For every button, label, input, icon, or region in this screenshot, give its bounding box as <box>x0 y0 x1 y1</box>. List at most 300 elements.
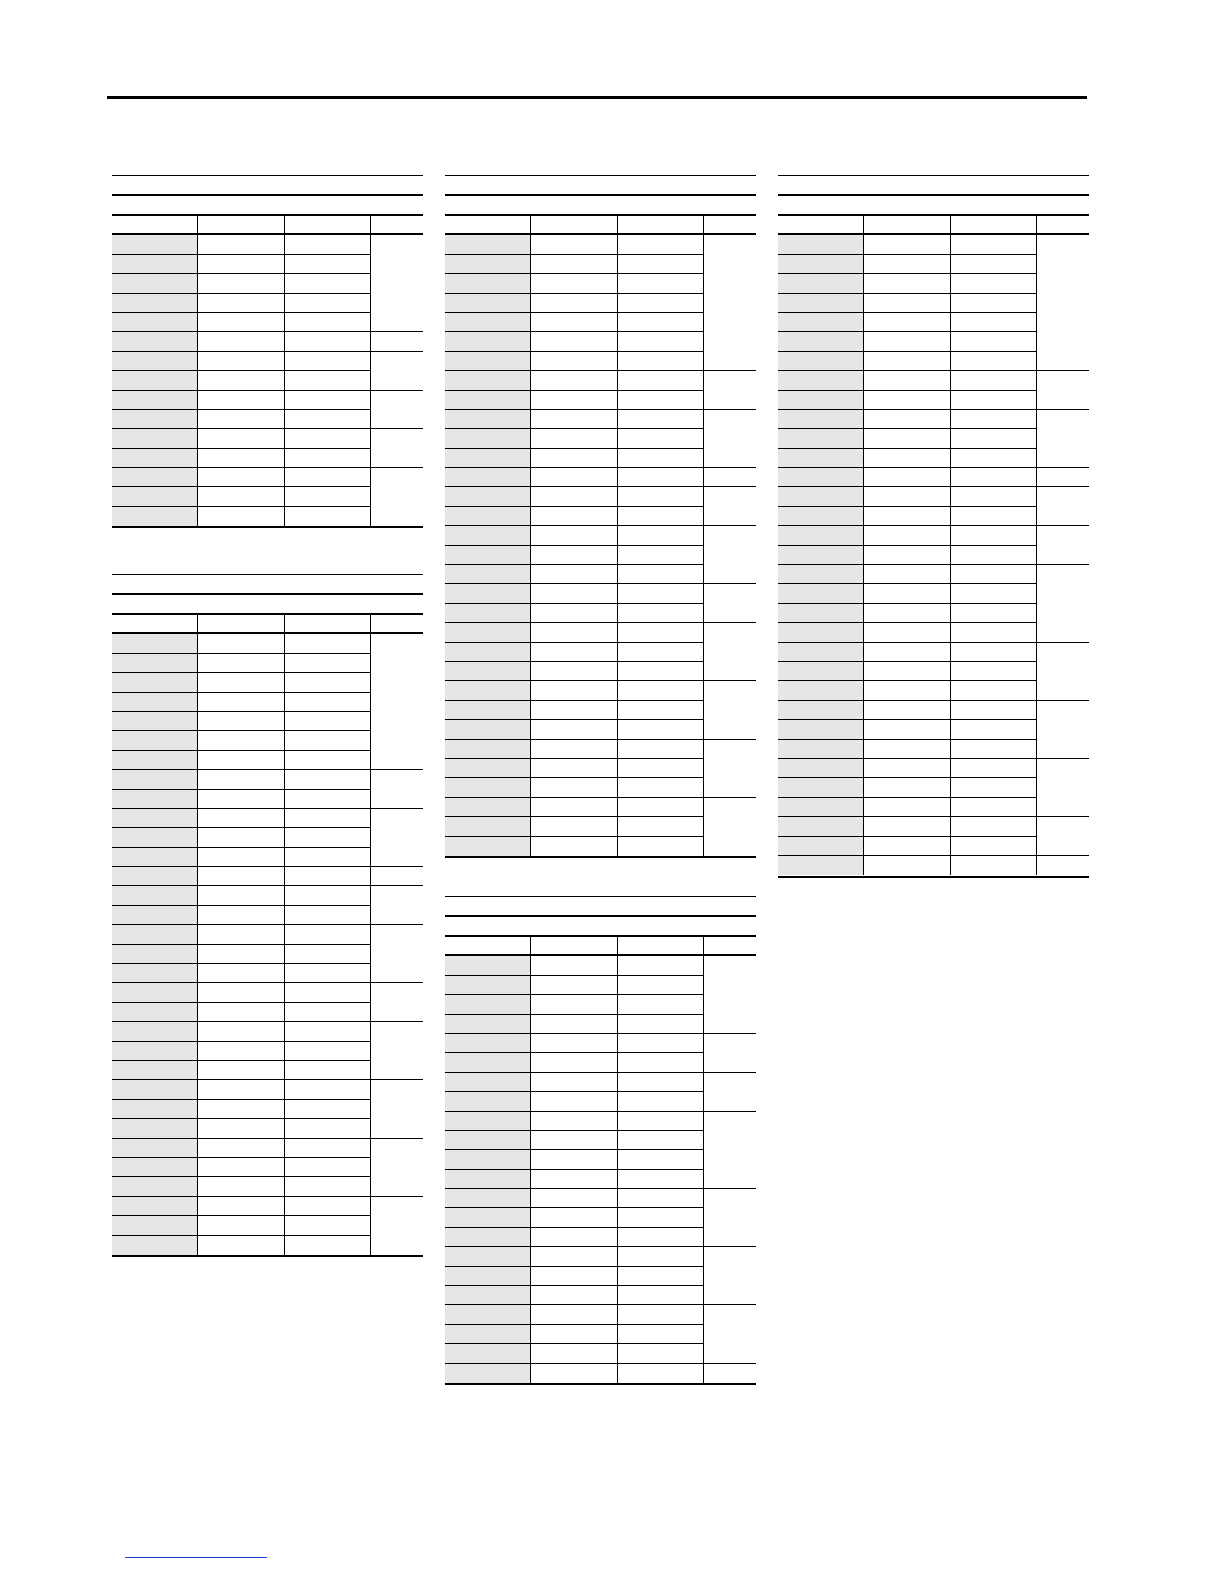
table-cell <box>618 623 704 642</box>
table-cell <box>285 1042 371 1061</box>
group-cell <box>1037 565 1089 643</box>
row-label-cell <box>445 604 531 623</box>
table-cell <box>531 1247 618 1266</box>
row-label-cell <box>445 255 531 274</box>
table-cell <box>618 643 704 662</box>
table-cell <box>198 945 285 964</box>
table-cell <box>618 429 704 448</box>
row-label-cell <box>112 654 198 673</box>
table-cell <box>531 371 618 390</box>
table-cell <box>618 1015 704 1034</box>
row-label-cell <box>778 798 864 817</box>
table-cell <box>198 1177 285 1196</box>
table-cell <box>618 1034 704 1053</box>
table-cell <box>531 274 618 293</box>
table-cell <box>618 1247 704 1266</box>
table-cell <box>531 662 618 681</box>
row-label-cell <box>445 740 531 759</box>
group-cell <box>704 956 756 1034</box>
table-cell <box>618 1364 704 1383</box>
row-label-cell <box>445 1015 531 1034</box>
row-label-cell <box>112 1177 198 1196</box>
table-cell <box>531 255 618 274</box>
row-label-cell <box>445 817 531 836</box>
table-cell <box>951 584 1037 603</box>
row-label-cell <box>445 526 531 545</box>
group-cell <box>1037 410 1089 468</box>
row-label-cell <box>112 507 198 526</box>
table-cell <box>864 468 951 487</box>
row-label-cell <box>445 487 531 506</box>
table-cell <box>618 565 704 584</box>
row-label-cell <box>778 429 864 448</box>
group-cell <box>704 681 756 739</box>
table-cell <box>864 294 951 313</box>
table-cell <box>198 634 285 653</box>
row-label-cell <box>112 274 198 293</box>
row-label-cell <box>112 886 198 905</box>
table-cell <box>618 1208 704 1227</box>
table-cell <box>618 371 704 390</box>
row-label-cell <box>778 740 864 759</box>
row-label-cell <box>778 681 864 700</box>
row-label-cell <box>778 837 864 856</box>
group-cell <box>371 332 423 351</box>
table-cell <box>951 720 1037 739</box>
table-cell <box>618 391 704 410</box>
table-cell <box>285 634 371 653</box>
table-cell <box>618 740 704 759</box>
table-cell <box>198 255 285 274</box>
table-cell <box>285 1003 371 1022</box>
row-label-cell <box>112 429 198 448</box>
row-label-cell <box>778 468 864 487</box>
table-cell <box>285 886 371 905</box>
table-cell <box>618 352 704 371</box>
table-cell <box>618 449 704 468</box>
table-cell <box>951 565 1037 584</box>
row-label-cell <box>112 945 198 964</box>
table-cell <box>198 352 285 371</box>
table-cell <box>531 623 618 642</box>
table-cell <box>531 487 618 506</box>
group-cell <box>704 526 756 584</box>
table-cell <box>618 255 704 274</box>
table-cell <box>531 1344 618 1363</box>
table-cell <box>618 1189 704 1208</box>
header-cell <box>531 216 618 235</box>
row-label-cell <box>112 1236 198 1255</box>
table-cell <box>951 701 1037 720</box>
row-label-cell <box>445 1247 531 1266</box>
table-cell <box>285 391 371 410</box>
table-cell <box>618 1131 704 1150</box>
header-cell <box>951 216 1037 235</box>
table-cell <box>531 1150 618 1169</box>
table-cell <box>618 1150 704 1169</box>
header-cell <box>531 937 618 956</box>
row-label-cell <box>112 371 198 390</box>
table-cell <box>198 925 285 944</box>
table-cell <box>285 332 371 351</box>
group-cell <box>1037 526 1089 565</box>
table-cell <box>531 798 618 817</box>
row-label-cell <box>445 1131 531 1150</box>
table-cell <box>198 274 285 293</box>
table-cell <box>198 712 285 731</box>
table-cell <box>618 1228 704 1247</box>
row-label-cell <box>112 751 198 770</box>
row-label-cell <box>445 1344 531 1363</box>
table-cell <box>198 770 285 789</box>
table-cell <box>198 906 285 925</box>
table-cell <box>285 925 371 944</box>
row-label-cell <box>778 391 864 410</box>
table-grid <box>112 214 423 528</box>
row-label-cell <box>778 546 864 565</box>
table-cell <box>618 235 704 254</box>
table-cell <box>285 274 371 293</box>
row-label-cell <box>445 1286 531 1305</box>
table-cell <box>285 693 371 712</box>
table-cell <box>864 487 951 506</box>
row-label-cell <box>445 720 531 739</box>
table-cell <box>864 332 951 351</box>
table-cell <box>198 867 285 886</box>
table-cell <box>618 701 704 720</box>
row-label-cell <box>445 643 531 662</box>
table-cell <box>531 1305 618 1324</box>
table-cell <box>198 731 285 750</box>
table-cell <box>864 837 951 856</box>
table-cell <box>285 964 371 983</box>
group-cell <box>1037 371 1089 410</box>
row-label-cell <box>112 1119 198 1138</box>
row-label-cell <box>445 1170 531 1189</box>
table-cell <box>531 410 618 429</box>
table-cell <box>285 1158 371 1177</box>
table-cell <box>618 313 704 332</box>
table-cell <box>951 487 1037 506</box>
row-label-cell <box>112 1042 198 1061</box>
table-cell <box>198 507 285 526</box>
group-cell <box>704 1305 756 1363</box>
row-label-cell <box>445 352 531 371</box>
table-cell <box>951 255 1037 274</box>
table-cell <box>531 778 618 797</box>
row-label-cell <box>445 1267 531 1286</box>
header-rule <box>107 96 1087 99</box>
row-label-cell <box>445 1053 531 1072</box>
table-title-rule <box>445 175 756 176</box>
row-label-cell <box>112 731 198 750</box>
table-cell <box>951 623 1037 642</box>
group-cell <box>704 1073 756 1112</box>
row-label-cell <box>445 1150 531 1169</box>
table-cell <box>198 1022 285 1041</box>
header-cell <box>371 216 423 235</box>
row-label-cell <box>445 1092 531 1111</box>
group-cell <box>371 235 423 332</box>
group-cell <box>371 770 423 809</box>
table-cell <box>951 371 1037 390</box>
group-cell <box>704 584 756 623</box>
row-label-cell <box>778 332 864 351</box>
group-cell <box>1037 468 1089 487</box>
table-caption-rule <box>112 593 423 595</box>
table-cell <box>198 449 285 468</box>
table-cell <box>531 565 618 584</box>
row-label-cell <box>112 925 198 944</box>
row-label-cell <box>112 449 198 468</box>
table-cell <box>951 391 1037 410</box>
row-label-cell <box>112 235 198 254</box>
table-cell <box>618 1325 704 1344</box>
table-title-rule <box>112 574 423 575</box>
row-label-cell <box>112 1061 198 1080</box>
table-cell <box>618 837 704 856</box>
row-label-cell <box>445 565 531 584</box>
row-label-cell <box>778 371 864 390</box>
table-cell <box>285 712 371 731</box>
row-label-cell <box>445 778 531 797</box>
table-cell <box>951 468 1037 487</box>
table-cell <box>285 770 371 789</box>
table-cell <box>531 507 618 526</box>
header-cell <box>704 937 756 956</box>
group-cell <box>1037 759 1089 817</box>
row-label-cell <box>445 313 531 332</box>
row-label-cell <box>112 487 198 506</box>
table-cell <box>618 1267 704 1286</box>
table-cell <box>198 964 285 983</box>
table-cell <box>198 983 285 1002</box>
table-cell <box>864 740 951 759</box>
table-cell <box>285 809 371 828</box>
header-cell <box>112 615 198 634</box>
table-cell <box>285 429 371 448</box>
table-cell <box>285 654 371 673</box>
header-cell <box>445 216 531 235</box>
row-label-cell <box>112 673 198 692</box>
group-cell <box>371 983 423 1022</box>
table-cell <box>864 255 951 274</box>
row-label-cell <box>778 701 864 720</box>
table-cell <box>864 584 951 603</box>
group-cell <box>371 1080 423 1138</box>
table-cell <box>951 837 1037 856</box>
row-label-cell <box>778 352 864 371</box>
table-cell <box>198 410 285 429</box>
group-cell <box>704 798 756 856</box>
group-cell <box>1037 856 1089 875</box>
group-cell <box>704 235 756 371</box>
header-cell <box>704 216 756 235</box>
table-cell <box>198 487 285 506</box>
row-label-cell <box>778 759 864 778</box>
table-cell <box>531 1267 618 1286</box>
row-label-cell <box>778 856 864 875</box>
row-label-cell <box>112 1158 198 1177</box>
header-cell <box>112 216 198 235</box>
table-cell <box>198 391 285 410</box>
table-cell <box>198 468 285 487</box>
table-cell <box>864 681 951 700</box>
table-cell <box>618 604 704 623</box>
table-cell <box>531 976 618 995</box>
table-cell <box>198 1158 285 1177</box>
table-cell <box>618 1305 704 1324</box>
table-cell <box>531 1189 618 1208</box>
row-label-cell <box>112 1022 198 1041</box>
group-cell <box>371 429 423 468</box>
row-label-cell <box>445 1189 531 1208</box>
header-cell <box>371 615 423 634</box>
table-cell <box>285 1216 371 1235</box>
table-cell <box>285 1119 371 1138</box>
table-caption-rule <box>445 915 756 917</box>
row-label-cell <box>778 274 864 293</box>
table-cell <box>618 546 704 565</box>
table-cell <box>618 487 704 506</box>
table-cell <box>531 1286 618 1305</box>
table-cell <box>531 449 618 468</box>
table-cell <box>531 1170 618 1189</box>
row-label-cell <box>112 1003 198 1022</box>
table-cell <box>618 274 704 293</box>
group-cell <box>371 391 423 430</box>
table-cell <box>198 1061 285 1080</box>
table-cell <box>531 1112 618 1131</box>
table-cell <box>618 1344 704 1363</box>
table-cell <box>618 1053 704 1072</box>
row-label-cell <box>778 410 864 429</box>
row-label-cell <box>112 1139 198 1158</box>
table-cell <box>198 673 285 692</box>
table-cell <box>531 837 618 856</box>
header-cell <box>285 615 371 634</box>
group-cell <box>704 468 756 487</box>
table-cell <box>531 1073 618 1092</box>
row-label-cell <box>445 837 531 856</box>
row-label-cell <box>445 662 531 681</box>
table-cell <box>531 1208 618 1227</box>
row-label-cell <box>445 429 531 448</box>
table-cell <box>864 759 951 778</box>
table-cell <box>618 1112 704 1131</box>
table-cell <box>951 294 1037 313</box>
table-cell <box>198 294 285 313</box>
row-label-cell <box>112 983 198 1002</box>
table-cell <box>198 790 285 809</box>
row-label-cell <box>445 1325 531 1344</box>
table-cell <box>531 294 618 313</box>
row-label-cell <box>112 255 198 274</box>
group-cell <box>1037 235 1089 371</box>
row-label-cell <box>112 391 198 410</box>
row-label-cell <box>778 487 864 506</box>
group-cell <box>704 1034 756 1073</box>
table-grid <box>445 935 756 1385</box>
table-cell <box>618 1286 704 1305</box>
table-cell <box>285 235 371 254</box>
row-label-cell <box>778 817 864 836</box>
row-label-cell <box>445 1228 531 1247</box>
table-cell <box>285 848 371 867</box>
group-cell <box>1037 817 1089 856</box>
row-label-cell <box>445 332 531 351</box>
row-label-cell <box>112 634 198 653</box>
table-cell <box>618 526 704 545</box>
row-label-cell <box>112 964 198 983</box>
table-cell <box>618 778 704 797</box>
row-label-cell <box>445 701 531 720</box>
table-cell <box>864 662 951 681</box>
row-label-cell <box>112 1216 198 1235</box>
row-label-cell <box>112 1080 198 1099</box>
group-cell <box>704 371 756 410</box>
table-cell <box>285 945 371 964</box>
group-cell <box>371 1022 423 1080</box>
group-cell <box>704 410 756 468</box>
table-cell <box>618 720 704 739</box>
group-cell <box>704 1189 756 1247</box>
table-cell <box>618 956 704 975</box>
table-cell <box>531 352 618 371</box>
table-cell <box>285 867 371 886</box>
table-cell <box>951 332 1037 351</box>
table-cell <box>285 731 371 750</box>
table-title-rule <box>445 896 756 897</box>
table-cell <box>198 371 285 390</box>
table-cell <box>531 1092 618 1111</box>
row-label-cell <box>778 662 864 681</box>
row-label-cell <box>445 995 531 1014</box>
table-cell <box>864 410 951 429</box>
table-cell <box>285 410 371 429</box>
table-cell <box>864 720 951 739</box>
table-cell <box>951 662 1037 681</box>
header-cell <box>618 937 704 956</box>
table-cell <box>198 1139 285 1158</box>
table-cell <box>951 526 1037 545</box>
table-cell <box>198 1100 285 1119</box>
row-label-cell <box>112 848 198 867</box>
table-cell <box>864 274 951 293</box>
group-cell <box>371 1139 423 1197</box>
group-cell <box>1037 487 1089 526</box>
row-label-cell <box>445 1112 531 1131</box>
table-caption-rule <box>778 194 1089 196</box>
table-cell <box>864 352 951 371</box>
table-cell <box>198 1236 285 1255</box>
row-label-cell <box>445 759 531 778</box>
table-cell <box>618 759 704 778</box>
table-cell <box>198 429 285 448</box>
table-cell <box>285 1100 371 1119</box>
table-cell <box>531 468 618 487</box>
table-cell <box>531 720 618 739</box>
table-cell <box>198 313 285 332</box>
table-cell <box>198 1197 285 1216</box>
group-cell <box>704 740 756 798</box>
table-cell <box>285 828 371 847</box>
table-cell <box>285 790 371 809</box>
table-cell <box>618 976 704 995</box>
table-cell <box>285 1022 371 1041</box>
table-cell <box>285 352 371 371</box>
table-cell <box>285 313 371 332</box>
